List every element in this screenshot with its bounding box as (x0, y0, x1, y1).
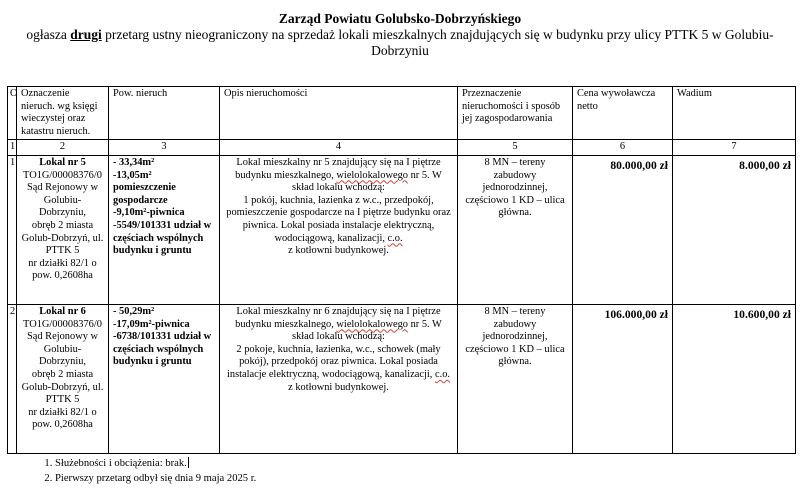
designation-cell (17, 155, 109, 304)
column-number: 3 (109, 140, 220, 156)
area-cell (109, 155, 220, 304)
notes-list (0, 456, 256, 486)
description-text-flagged: wielolokalowego (336, 318, 408, 330)
header-cell-description: Opis nieruchomości (220, 87, 458, 140)
land-register: TO1G/00008376/0 Sąd Rejonowy w Golubiu-Dobrzyniu, (23, 169, 102, 219)
plot-info: nr działki 82/1 o pow. 0,2608ha (28, 257, 97, 282)
document-subtitle (0, 27, 800, 59)
column-number: 4 (220, 140, 458, 156)
header-cell-price: Cena wywoławcza netto (573, 87, 673, 140)
description-text: z kotłowni budynkowej. (288, 245, 389, 257)
description-cell (220, 304, 458, 453)
subtitle-post: przetarg ustny nieograniczony na sprzedaż lokali mieszkalnych znajdujących się w budynku przy ulicy PTTK 5 w Golubiu-Dobrzyniu (101, 27, 774, 58)
deposit-cell: 8.000,00 zł (673, 155, 796, 304)
text-cursor (188, 457, 189, 468)
description-text: nr 5. W skład lokalu wchodzą: (292, 318, 442, 343)
description-text-flagged: wielolokalowego (336, 169, 408, 181)
description-text: nr 5. W skład lokalu wchodzą: (292, 169, 442, 194)
description-text: 2 pokoje, kuchnia, łazienka, w.c., schowek (mały pokój), przedpokój oraz piwnica. Lokal posiada instalacje elektryczną, wodociągową, kanalizacji, (226, 343, 441, 380)
purpose-cell: 8 MN – tereny zabudowy jednorodzinnej, częściowo 1 KD – ulica główna. (458, 155, 573, 304)
land-register: TO1G/00008376/0 Sąd Rejonowy w Golubiu-Dobrzyniu, (23, 318, 102, 368)
description-text-flagged: c.o. (387, 232, 403, 244)
header-cell-deposit: Wadium (673, 87, 796, 140)
subtitle-emphasis: drugi (70, 27, 102, 42)
header-cell-designation: Oznaczenie nieruch. wg księgi wieczystej oraz katastru nieruch. (17, 87, 109, 140)
row-number: 2 (8, 304, 17, 453)
column-number: 2 (17, 140, 109, 156)
note-text[interactable]: Pierwszy przetarg odbył się dnia 9 maja 2025 r. (55, 473, 257, 484)
description-text: z kotłowni budynkowej. (288, 381, 389, 393)
area-line: -6738/101331 udział w częściach wspólnych budynku i gruntu (113, 331, 212, 368)
plot-info: nr działki 82/1 o pow. 0,2608ha (28, 406, 97, 431)
description-text: 1 pokój, kuchnia, łazienka z w.c., przedpokój, pomieszczenie gospodarcze na I piętrze budynku oraz piwnica. Lokal posiada instalacje elektryczną, wodociągową, kanalizacji, (226, 194, 451, 244)
note-text[interactable]: Służebności i obciążenia: brak. (55, 458, 187, 469)
column-number: 1 (8, 140, 17, 156)
description-text: Lokal mieszkalny nr 6 znajdujący się na I piętrze budynku mieszkalnego, (235, 305, 441, 330)
area-cell (109, 304, 220, 453)
note-item[interactable] (55, 456, 256, 471)
area-line: - 33,34m² (113, 156, 155, 168)
precinct: obręb 2 miasta Golub-Dobrzyń, ul. PTTK 5 (21, 219, 104, 257)
table-row (8, 155, 796, 304)
column-number: 7 (673, 140, 796, 156)
price-cell: 106.000,00 zł (573, 304, 673, 453)
document-title: Zarząd Powiatu Golubsko-Dobrzyńskiego (278, 11, 522, 26)
header-cell-area: Pow. nieruch (109, 87, 220, 140)
precinct: obręb 2 miasta Golub-Dobrzyń, ul. PTTK 5 (21, 368, 104, 406)
deposit-cell: 10.600,00 zł (673, 304, 796, 453)
table-row (8, 304, 796, 453)
note-item[interactable] (55, 471, 256, 486)
column-number: 6 (573, 140, 673, 156)
column-number: 5 (458, 140, 573, 156)
row-number: 1 (8, 155, 17, 304)
price-cell: 80.000,00 zł (573, 155, 673, 304)
unit-title: Lokal nr 5 (39, 156, 86, 168)
area-line: -9,10m²-piwnica (113, 207, 185, 219)
description-cell (220, 155, 458, 304)
area-line: pomieszczenie gospodarcze (113, 182, 176, 206)
table-column-numbers-row (8, 140, 796, 156)
table-header-row (8, 87, 796, 140)
document-header (0, 10, 800, 59)
designation-cell (17, 304, 109, 453)
area-line: -5549/101331 udział w częściach wspólnych budynku i gruntu (113, 219, 212, 257)
subtitle-pre: ogłasza (26, 27, 71, 42)
description-text-flagged: c.o. (435, 368, 451, 380)
description-text: Lokal mieszkalny nr 5 znajdujący się na I piętrze budynku mieszkalnego, (235, 156, 441, 181)
area-line: -13,05m² (113, 169, 152, 181)
area-line: -17,09m²-piwnica (113, 318, 190, 330)
header-cell-number: O (8, 87, 17, 140)
header-cell-purpose: Przeznaczenie nieruchomości i sposób jej zagospodarowania (458, 87, 573, 140)
property-table (7, 86, 796, 454)
purpose-cell: 8 MN – tereny zabudowy jednorodzinnej, częściowo 1 KD – ulica główna. (458, 304, 573, 453)
area-line: - 50,29m² (113, 305, 155, 317)
unit-title: Lokal nr 6 (39, 305, 86, 317)
